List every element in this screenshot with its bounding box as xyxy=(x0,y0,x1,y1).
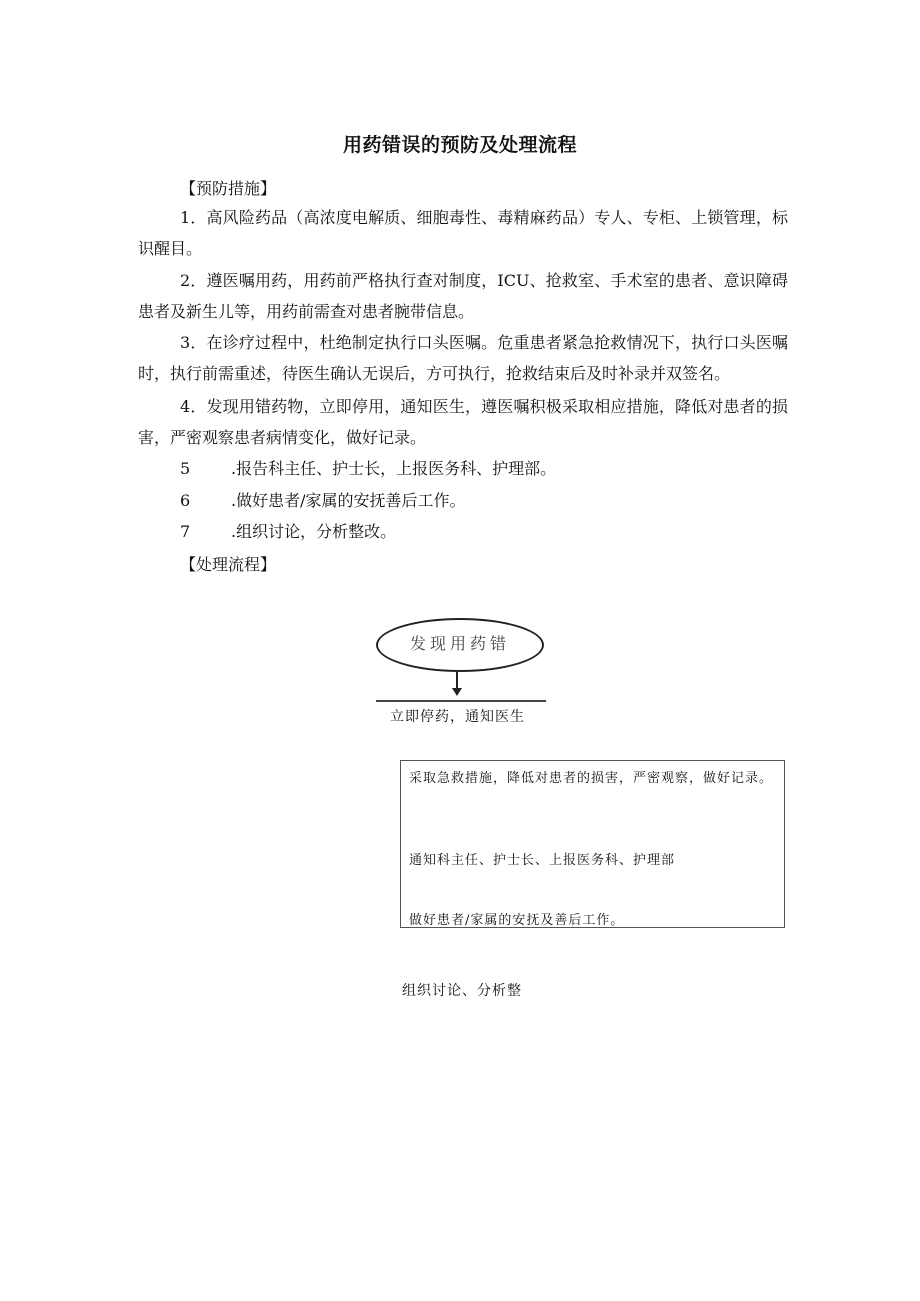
process-heading: 【处理流程】 xyxy=(180,555,277,574)
prevention-heading: 【预防措施】 xyxy=(180,179,277,198)
flow-step-discussion: 组织讨论、分析整 xyxy=(402,983,522,999)
flow-action-comfort: 做好患者/家属的安抚及善后工作。 xyxy=(409,913,625,928)
item-text: ．高风险药品（高浓度电解质、细胞毒性、毒精麻药品）专人、专柜、上锁管理，标识醒目。 xyxy=(138,208,788,258)
prevention-item-3 xyxy=(138,327,788,389)
item-number: 6 xyxy=(180,491,191,510)
flow-divider-line xyxy=(376,700,546,702)
item-text: .做好患者/家属的安抚善后工作。 xyxy=(231,491,466,510)
flow-step-stop-drug: 立即停药，通知医生 xyxy=(390,709,525,725)
item-text: ．在诊疗过程中，杜绝制定执行口头医嘱。危重患者紧急抢救情况下，执行口头医嘱时，执行前需重述，待医生确认无误后，方可执行，抢救结束后及时补录并双签名。 xyxy=(138,333,788,383)
flow-action-emergency: 采取急救措施，降低对患者的损害，严密观察，做好记录。 xyxy=(409,771,774,786)
prevention-item-1 xyxy=(138,202,788,264)
item-text: .报告科主任、护士长，上报医务科、护理部。 xyxy=(231,459,557,478)
flow-actions-box xyxy=(400,760,785,928)
page-title: 用药错误的预防及处理流程 xyxy=(342,134,577,156)
prevention-item-2 xyxy=(138,265,788,327)
item-number: 4 xyxy=(180,397,191,416)
item-number: 7 xyxy=(180,522,191,541)
item-text: ．遵医嘱用药，用药前严格执行查对制度，ICU、抢救室、手术室的患者、意识障碍患者及新生儿等，用药前需查对患者腕带信息。 xyxy=(138,271,788,321)
flow-start-label: 发现用药错 xyxy=(409,634,510,653)
item-number: 5 xyxy=(180,459,191,478)
item-number: 3 xyxy=(180,333,191,352)
prevention-item-4 xyxy=(138,391,788,453)
item-number: 2 xyxy=(180,271,191,290)
item-text: ．发现用错药物，立即停用，通知医生，遵医嘱积极采取相应措施，降低对患者的损害，严密观察患者病情变化，做好记录。 xyxy=(138,397,788,447)
flow-action-notify: 通知科主任、护士长、上报医务科、护理部 xyxy=(409,853,676,868)
item-number: 1 xyxy=(180,208,191,227)
arrow-down-icon xyxy=(452,688,462,696)
flow-start-oval xyxy=(376,618,544,672)
item-text: .组织讨论，分析整改。 xyxy=(231,522,397,541)
